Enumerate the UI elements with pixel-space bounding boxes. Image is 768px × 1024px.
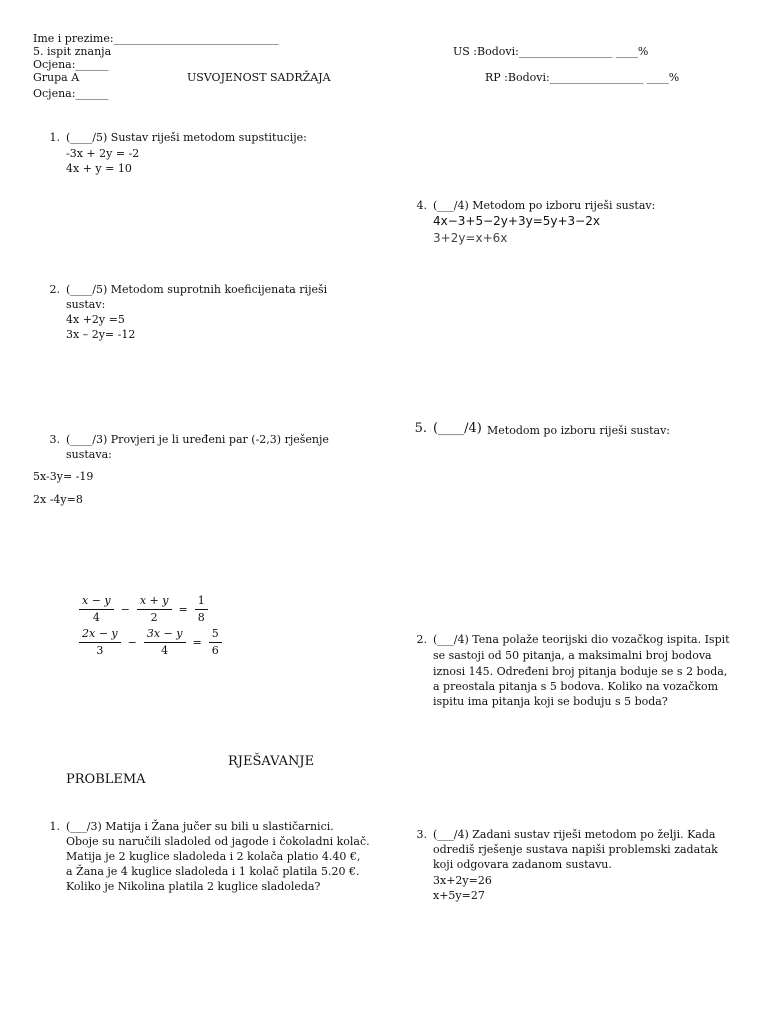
- problem-3-equation-1: 3x+2y=26: [433, 874, 492, 887]
- problem-3-line-1: (___/4) Zadani sustav riješi metodom po želji. Kada: [433, 828, 716, 841]
- equals-sign: =: [178, 602, 188, 616]
- problem-1-number: 1.: [49, 820, 60, 833]
- task-3-number: 3.: [49, 433, 60, 446]
- section-heading-line-1: RJEŠAVANJE: [228, 754, 315, 769]
- problem-1-line-4: a Žana je 4 kuglice sladoleda i 1 kolač platila 5.20 €.: [66, 865, 360, 878]
- fraction-denominator: 6: [211, 644, 219, 657]
- problem-3-equation-2: x+5y=27: [433, 889, 485, 902]
- task-2-text-line-1: (____/5) Metodom suprotnih koeficijenata riješi: [66, 283, 328, 296]
- minus-sign: −: [127, 635, 137, 649]
- task-1-number: 1.: [49, 131, 60, 144]
- problem-1-line-1: (___/3) Matija i Žana jučer su bili u slastičarnici.: [66, 820, 334, 833]
- problem-3-number: 3.: [416, 828, 427, 841]
- problem-3-line-3: koji odgovara zadanom sustavu.: [433, 858, 612, 871]
- fraction-numerator: x + y: [137, 594, 172, 610]
- fraction-denominator: 2: [150, 611, 158, 624]
- task-4-text: (___/4) Metodom po izboru riješi sustav:: [433, 199, 656, 212]
- task-3-equation-2: 2x -4y=8: [33, 493, 83, 506]
- minus-sign: −: [120, 602, 130, 616]
- fraction-denominator: 4: [161, 644, 169, 657]
- section-heading-line-2: PROBLEMA: [66, 772, 146, 787]
- task-5-number: 5.: [414, 421, 427, 436]
- fraction-denominator: 3: [96, 644, 104, 657]
- fraction-numerator: 3x − y: [144, 627, 186, 643]
- problem-1-line-3: Matija je 2 kuglice sladoleda i 2 kolača platio 4.40 €,: [66, 850, 361, 863]
- grade-field-1: Ocjena:______: [33, 58, 109, 71]
- problem-2-line-1: (___/4) Tena polaže teorijski dio vozačkog ispita. Ispit: [433, 633, 730, 646]
- problem-2-line-5: ispitu ima pitanja koji se boduju s 5 boda?: [433, 695, 668, 708]
- task-5-text: Metodom po izboru riješi sustav:: [487, 424, 671, 437]
- fraction: [209, 627, 222, 658]
- fraction-numerator: 1: [195, 594, 208, 610]
- problem-1-line-2: Oboje su naručili sladoled od jagode i čokoladni kolač.: [66, 835, 370, 848]
- fraction: [144, 627, 186, 658]
- task-1-equation-1: -3x + 2y = -2: [66, 147, 140, 160]
- us-points-field: US :Bodovi:_________________ ____%: [453, 45, 649, 58]
- group-label: Grupa A: [33, 71, 80, 84]
- task-2-equation-1: 4x +2y =5: [66, 313, 125, 326]
- task-5-points: (____/4): [433, 421, 482, 436]
- rp-points-field: RP :Bodovi:_________________ ____%: [485, 71, 680, 84]
- task-4-equation-1: 4x−3+5−2y+3y=5y+3−2x: [433, 214, 600, 228]
- problem-3-line-2: odrediš rješenje sustava napiši problemski zadatak: [433, 843, 718, 856]
- task-3-equation-1: 5x-3y= -19: [33, 470, 94, 483]
- fraction-equation-1: [76, 594, 211, 625]
- task-2-text-line-2: sustav:: [66, 298, 106, 311]
- fraction: [137, 594, 172, 625]
- task-3-text-line-1: (____/3) Provjeri je li uređeni par (-2,3) rješenje: [66, 433, 329, 446]
- name-field-label: Ime i prezime:______________________________: [33, 32, 279, 45]
- fraction-equation-2: [76, 627, 225, 658]
- fraction-numerator: 2x − y: [79, 627, 121, 643]
- problem-2-line-4: a preostala pitanja s 5 bodova. Koliko na vozačkom: [433, 680, 719, 693]
- task-4-equation-2: 3+2y=x+6x: [433, 231, 508, 245]
- grade-field-2: Ocjena:______: [33, 87, 109, 100]
- problem-2-number: 2.: [416, 633, 427, 646]
- task-2-equation-2: 3x – 2y= -12: [66, 328, 136, 341]
- exam-title: 5. ispit znanja: [33, 45, 112, 58]
- fraction: [195, 594, 208, 625]
- fraction-denominator: 4: [92, 611, 100, 624]
- fraction-numerator: 5: [209, 627, 222, 643]
- fraction-numerator: x − y: [79, 594, 114, 610]
- fraction-denominator: 8: [197, 611, 205, 624]
- task-1-equation-2: 4x + y = 10: [66, 162, 132, 175]
- fraction: [79, 627, 121, 658]
- problem-1-line-5: Koliko je Nikolina platila 2 kuglice sladoleda?: [66, 880, 321, 893]
- problem-2-line-3: iznosi 145. Određeni broj pitanja boduje se s 2 boda,: [433, 665, 728, 678]
- task-1-text: (____/5) Sustav riješi metodom supstitucije:: [66, 131, 307, 144]
- equals-sign: =: [192, 635, 202, 649]
- problem-2-line-2: se sastoji od 50 pitanja, a maksimalni broj bodova: [433, 649, 712, 662]
- task-2-number: 2.: [49, 283, 60, 296]
- task-3-text-line-2: sustava:: [66, 448, 112, 461]
- fraction: [79, 594, 114, 625]
- task-4-number: 4.: [416, 199, 427, 212]
- page-title: USVOJENOST SADRŽAJA: [187, 71, 331, 84]
